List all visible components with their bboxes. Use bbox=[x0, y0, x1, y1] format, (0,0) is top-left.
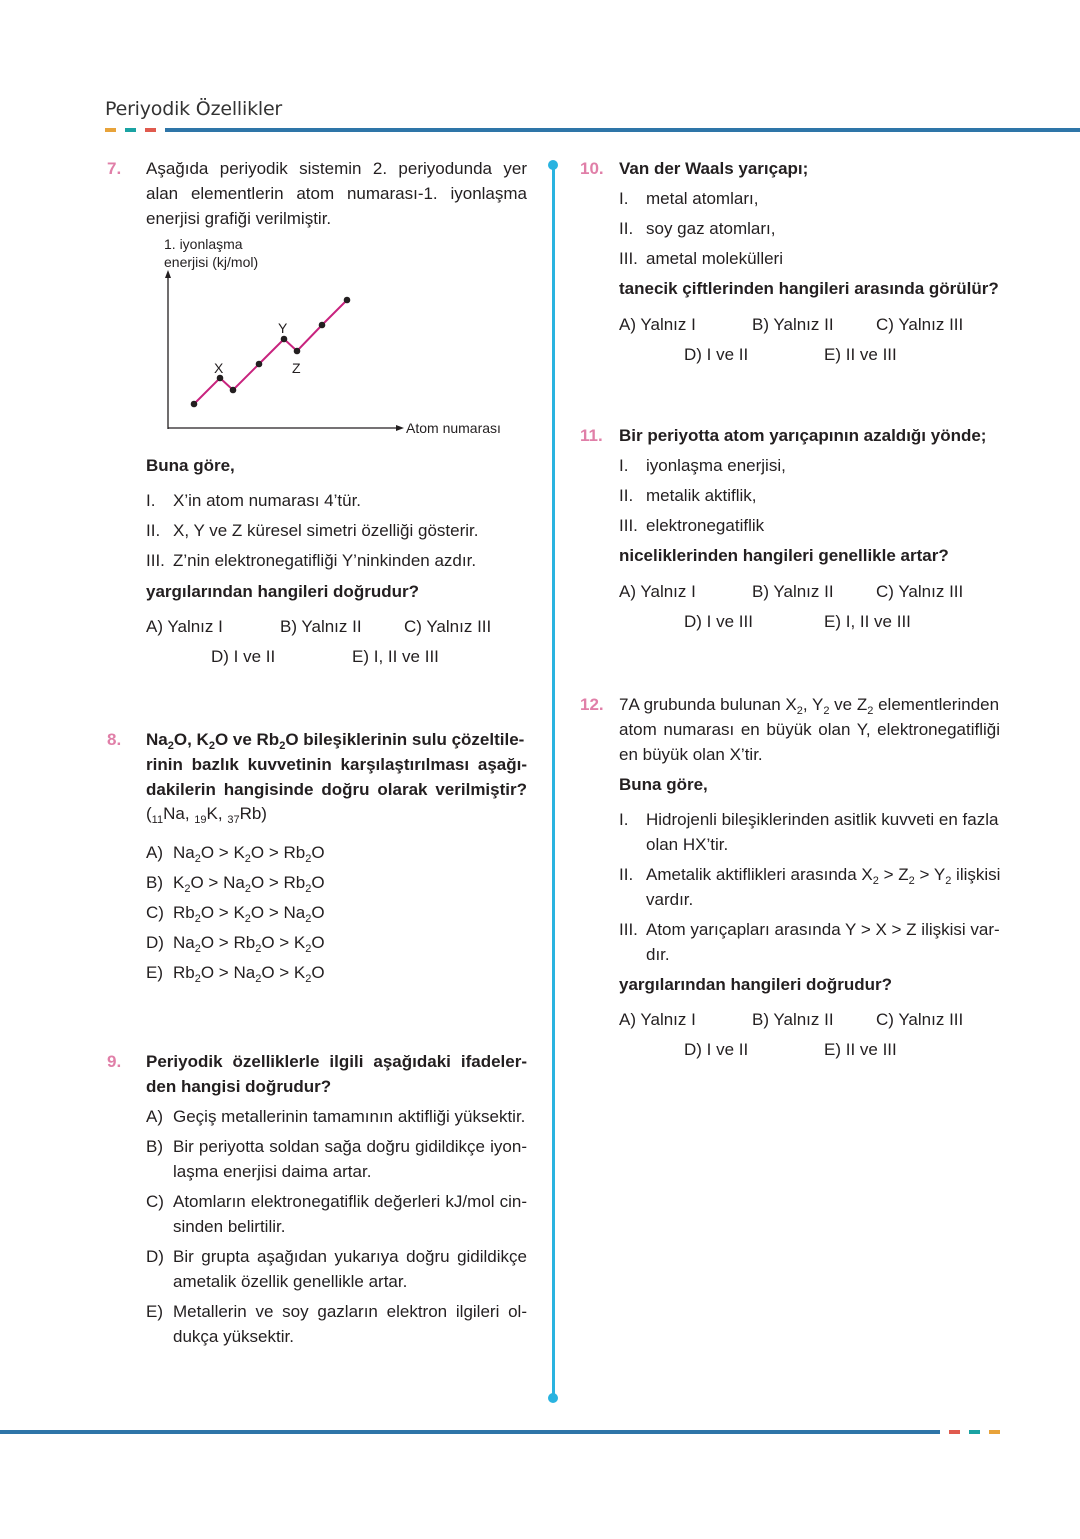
option-b[interactable]: B) Yalnız II bbox=[280, 617, 362, 636]
option-d-text: ametalik özellik genellikle artar. bbox=[173, 1272, 408, 1291]
question-text: yargılarından hangileri doğrudur? bbox=[146, 582, 419, 601]
lead-text: Buna göre, bbox=[146, 456, 235, 475]
option-c[interactable]: C) Yalnız III bbox=[404, 617, 492, 636]
option-d[interactable]: D) I ve II bbox=[684, 345, 749, 364]
statement-1: I. X’in atom numarası 4’tür. bbox=[146, 491, 362, 510]
footer-dash-red bbox=[949, 1430, 960, 1434]
option-c[interactable]: C) Yalnız III bbox=[876, 582, 964, 601]
question-number: 7. bbox=[107, 159, 122, 178]
statement-2-text: Ametalik aktiflikleri arasında $X_2 > Z_2 > Y_2$ ilişkisi bbox=[646, 865, 1001, 887]
statement-1-roman: I. bbox=[619, 810, 629, 829]
option-e[interactable]: E) $Rb_2O > Na_2O > K_2O$ bbox=[146, 963, 325, 985]
stem-line: enerjisi grafiği verilmiştir. bbox=[146, 209, 332, 228]
stem-line: 7A grubunda bulunan $X_2$, $Y_2$ ve $Z_2$ elementlerinden bbox=[619, 695, 1000, 717]
statement-2: II. metalik aktiflik, bbox=[619, 486, 757, 505]
question-number: 11. bbox=[580, 426, 603, 445]
statement-1: I. iyonlaşma enerjisi, bbox=[619, 456, 786, 475]
stem-line: rinin bazlık kuvvetinin karşılaştırılması aşağı- bbox=[146, 755, 527, 774]
footer-rule bbox=[0, 1430, 940, 1434]
option-b[interactable]: B) Yalnız II bbox=[752, 1010, 834, 1029]
x-axis-arrow-icon bbox=[396, 425, 404, 431]
option-e[interactable]: E) bbox=[146, 1302, 163, 1321]
x-axis-label: Atom numarası bbox=[406, 420, 501, 436]
option-e-text: Metallerin ve soy gazların elektron ilgileri ol- bbox=[173, 1302, 527, 1321]
option-a[interactable]: A) Geçiş metallerinin tamamının aktifliği yüksektir. bbox=[146, 1107, 526, 1126]
statement-2: II. X, Y ve Z küresel simetri özelliği gösterir. bbox=[146, 521, 479, 540]
y-axis-label: enerjisi (kj/mol) bbox=[164, 254, 259, 270]
statement-3-roman: III. bbox=[619, 920, 638, 939]
option-b[interactable]: B) Yalnız II bbox=[752, 315, 834, 334]
column-divider bbox=[552, 164, 555, 1398]
option-d[interactable]: D) bbox=[146, 1247, 164, 1266]
point-label-x: X bbox=[214, 360, 224, 376]
data-line bbox=[194, 300, 347, 404]
statement-2-roman: II. bbox=[619, 865, 634, 884]
question-number: 12. bbox=[580, 695, 604, 714]
statement-3: III. Z’nin elektronegatifliği Y’ninkinden azdır. bbox=[146, 551, 477, 570]
statement-3-text: dır. bbox=[646, 945, 670, 964]
option-d[interactable]: D) I ve II bbox=[211, 647, 276, 666]
option-d-text: Bir grupta aşağıdan yukarıya doğru gidildikçe bbox=[173, 1247, 527, 1266]
stem-line: Aşağıda periyodik sistemin 2. periyodunda yer bbox=[146, 159, 527, 178]
option-a[interactable]: A) Yalnız I bbox=[619, 1010, 696, 1029]
statement-2-text: vardır. bbox=[646, 890, 694, 909]
question-number: 8. bbox=[107, 730, 122, 749]
option-b[interactable]: B) Yalnız II bbox=[752, 582, 834, 601]
stem-line: $Na_2O$, $K_2O$ ve $Rb_2O$ bileşiklerinin sulu çözeltile- bbox=[146, 730, 525, 752]
given-atomic-numbers: ($_{11}Na$, $_{19}$K, $_{37}$Rb) bbox=[146, 804, 267, 826]
stem-line: Periyodik özelliklerle ilgili aşağıdaki ifadeler- bbox=[146, 1052, 527, 1071]
y-axis-arrow-icon bbox=[165, 270, 171, 278]
option-e-text: dukça yüksektir. bbox=[173, 1327, 294, 1346]
stem-line: atom numarası en büyük olan Y, elektronegatifliği bbox=[619, 720, 1000, 739]
option-a[interactable]: A) $Na_2O > K_2O > Rb_2O$ bbox=[146, 843, 325, 865]
option-c-text: Atomların elektronegatiflik değerleri kJ/mol cin- bbox=[173, 1192, 527, 1211]
statement-3-text: Atom yarıçapları arasında Y > X > Z ilişkisi var- bbox=[646, 920, 1000, 939]
question-number: 9. bbox=[107, 1052, 122, 1071]
header-dash-orange bbox=[105, 128, 116, 132]
option-c[interactable]: C) $Rb_2O > K_2O > Na_2O$ bbox=[146, 903, 325, 925]
option-b-text: Bir periyotta soldan sağa doğru gidildikçe iyon- bbox=[173, 1137, 527, 1156]
stem: Bir periyotta atom yarıçapının azaldığı yönde; bbox=[619, 426, 987, 445]
statement-1-text: olan HX’tir. bbox=[646, 835, 729, 854]
stem-line: dakilerin hangisinde doğru olarak verilmiştir? bbox=[146, 780, 527, 799]
stem-line: alan elementlerin atom numarası-1. iyonlaşma bbox=[146, 184, 527, 203]
lead-text: Buna göre, bbox=[619, 775, 708, 794]
point-label-z: Z bbox=[292, 360, 301, 376]
option-d[interactable]: D) I ve III bbox=[684, 612, 753, 631]
option-c[interactable]: C) Yalnız III bbox=[876, 1010, 964, 1029]
statement-2: II. soy gaz atomları, bbox=[619, 219, 776, 238]
footer-dash-orange bbox=[989, 1430, 1000, 1434]
ionization-energy-chart bbox=[150, 265, 410, 440]
question-number: 10. bbox=[580, 159, 604, 178]
option-d[interactable]: D) I ve II bbox=[684, 1040, 749, 1059]
option-d[interactable]: D) $Na_2O > Rb_2O > K_2O$ bbox=[146, 933, 325, 955]
stem-line: den hangisi doğrudur? bbox=[146, 1077, 332, 1096]
option-a[interactable]: A) Yalnız I bbox=[619, 582, 696, 601]
y-axis-label: 1. iyonlaşma bbox=[164, 236, 243, 252]
option-c[interactable]: C) Yalnız III bbox=[876, 315, 964, 334]
stem-line: en büyük olan X’tir. bbox=[619, 745, 763, 764]
stem: Van der Waals yarıçapı; bbox=[619, 159, 809, 178]
statement-1: I. metal atomları, bbox=[619, 189, 759, 208]
footer-dash-teal bbox=[969, 1430, 980, 1434]
statement-3: III. ametal molekülleri bbox=[619, 249, 783, 268]
divider-bottom-dot bbox=[548, 1393, 558, 1403]
statement-3: III. elektronegatiflik bbox=[619, 516, 765, 535]
option-e[interactable]: E) II ve III bbox=[824, 1040, 897, 1059]
option-b[interactable]: B) $K_2O > Na_2O > Rb_2O$ bbox=[146, 873, 325, 895]
option-a[interactable]: A) Yalnız I bbox=[146, 617, 223, 636]
option-e[interactable]: E) I, II ve III bbox=[824, 612, 911, 631]
question-text: niceliklerinden hangileri genellikle artar? bbox=[619, 546, 949, 565]
option-c[interactable]: C) bbox=[146, 1192, 164, 1211]
statement-1-text: Hidrojenli bileşiklerinden asitlik kuvveti en fazla bbox=[646, 810, 999, 829]
point-label-y: Y bbox=[278, 320, 288, 336]
question-text: tanecik çiftlerinden hangileri arasında görülür? bbox=[619, 279, 999, 298]
option-b[interactable]: B) bbox=[146, 1137, 163, 1156]
option-c-text: sinden belirtilir. bbox=[173, 1217, 286, 1236]
header-dash-red bbox=[145, 128, 156, 132]
page-title: Periyodik Özellikler bbox=[105, 98, 283, 120]
header-dash-teal bbox=[125, 128, 136, 132]
option-e[interactable]: E) II ve III bbox=[824, 345, 897, 364]
option-b-text: laşma enerjisi daima artar. bbox=[173, 1162, 372, 1181]
option-e[interactable]: E) I, II ve III bbox=[352, 647, 439, 666]
header-rule bbox=[165, 128, 1080, 132]
option-a[interactable]: A) Yalnız I bbox=[619, 315, 696, 334]
question-text: yargılarından hangileri doğrudur? bbox=[619, 975, 892, 994]
